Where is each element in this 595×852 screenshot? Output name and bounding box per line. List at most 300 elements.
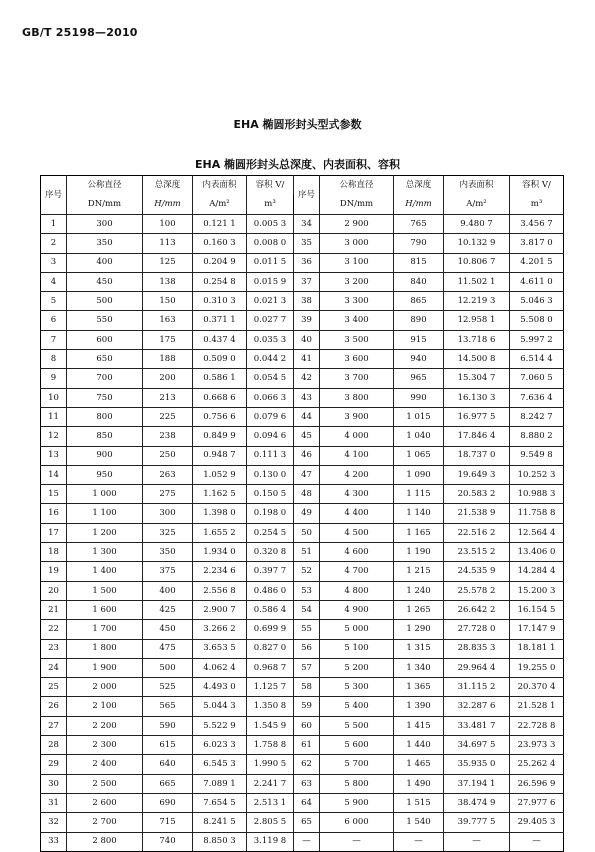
header-h-unit-left: H/mm [143, 195, 193, 215]
table-cell: 600 [67, 330, 143, 349]
parameter-table [40, 175, 564, 852]
table-cell: 1 400 [67, 562, 143, 581]
table-cell: 0.827 0 [247, 639, 294, 658]
table-cell: 34.697 5 [444, 736, 510, 755]
table-cell: 35 [294, 234, 320, 253]
table-cell: 4.611 0 [510, 272, 564, 291]
table-cell: 5.046 3 [510, 292, 564, 311]
table-row [41, 330, 564, 349]
table-cell: 0.027 7 [247, 311, 294, 330]
table-cell: 6.514 4 [510, 350, 564, 369]
table-cell: 25.578 2 [444, 581, 510, 600]
table-cell: 0.948 7 [193, 446, 247, 465]
table-cell: 300 [143, 504, 193, 523]
table-cell: 0.486 0 [247, 581, 294, 600]
table-row [41, 427, 564, 446]
table-cell: 1.052 9 [193, 465, 247, 484]
table-cell: 3.119 8 [247, 832, 294, 851]
table-cell: 14.284 4 [510, 562, 564, 581]
table-cell: 64 [294, 793, 320, 812]
table-cell: 1 900 [67, 658, 143, 677]
table-row [41, 215, 564, 234]
table-cell: 615 [143, 736, 193, 755]
table-cell: 0.130 0 [247, 465, 294, 484]
table-cell: 900 [67, 446, 143, 465]
table-cell: 3 500 [320, 330, 394, 349]
table-cell: 350 [143, 543, 193, 562]
table-cell: 39.777 5 [444, 813, 510, 832]
table-cell: 5 800 [320, 774, 394, 793]
table-cell: 21.528 1 [510, 697, 564, 716]
table-cell: 20.370 4 [510, 678, 564, 697]
table-body [41, 215, 564, 852]
table-cell: 41 [294, 350, 320, 369]
table-cell: 3 100 [320, 253, 394, 272]
table-cell: 33.481 7 [444, 716, 510, 735]
table-cell: 2 [41, 234, 67, 253]
table-cell: 3 200 [320, 272, 394, 291]
table-cell: 13.718 6 [444, 330, 510, 349]
table-cell: 0.121 1 [193, 215, 247, 234]
table-cell: 28 [41, 736, 67, 755]
table-cell: 2 900 [320, 215, 394, 234]
table-cell: 2 600 [67, 793, 143, 812]
header-dn-left: 公称直径 [67, 176, 143, 196]
table-cell: 18.737 0 [444, 446, 510, 465]
table-cell: 63 [294, 774, 320, 793]
table-cell: 5 400 [320, 697, 394, 716]
table-cell: 22.516 2 [444, 523, 510, 542]
table-row [41, 272, 564, 291]
table-cell: 4 500 [320, 523, 394, 542]
table-cell: 19.649 3 [444, 465, 510, 484]
table-cell: 1.125 7 [247, 678, 294, 697]
table-cell: 2 200 [67, 716, 143, 735]
table-cell: 2 100 [67, 697, 143, 716]
table-cell: 815 [394, 253, 444, 272]
table-cell: 12.564 4 [510, 523, 564, 542]
table-cell: 5 [41, 292, 67, 311]
table-cell: 33 [41, 832, 67, 851]
table-cell: 24.535 9 [444, 562, 510, 581]
table-cell: 46 [294, 446, 320, 465]
table-cell: 0.320 8 [247, 543, 294, 562]
table-cell: 19 [41, 562, 67, 581]
table-cell: 2.513 1 [247, 793, 294, 812]
table-cell: — [320, 832, 394, 851]
table-cell: 14 [41, 465, 67, 484]
header-h-right: 总深度 [394, 176, 444, 196]
table-cell: 1 700 [67, 620, 143, 639]
table-row [41, 350, 564, 369]
table-cell: 1.162 5 [193, 485, 247, 504]
table-cell: 1 200 [67, 523, 143, 542]
table-cell: 0.371 1 [193, 311, 247, 330]
table-cell: 37.194 1 [444, 774, 510, 793]
table-cell: 238 [143, 427, 193, 446]
table-cell: 1 390 [394, 697, 444, 716]
table-cell: 17.147 9 [510, 620, 564, 639]
table-cell: 8.850 3 [193, 832, 247, 851]
table-cell: 26.596 9 [510, 774, 564, 793]
table-cell: 18.181 1 [510, 639, 564, 658]
table-cell: 26.642 2 [444, 600, 510, 619]
table-cell: 5.997 2 [510, 330, 564, 349]
table-cell: 9 [41, 369, 67, 388]
table-cell: 965 [394, 369, 444, 388]
table-cell: 0.668 6 [193, 388, 247, 407]
table-row [41, 600, 564, 619]
table-cell: 1 800 [67, 639, 143, 658]
header-dn-unit-left: DN/mm [67, 195, 143, 215]
header-seq-right: 序号 [294, 176, 320, 215]
table-cell: 525 [143, 678, 193, 697]
table-cell: 9.480 7 [444, 215, 510, 234]
table-cell: 1 240 [394, 581, 444, 600]
table-cell: 11.502 1 [444, 272, 510, 291]
table-cell: 3 800 [320, 388, 394, 407]
table-cell: 1 500 [67, 581, 143, 600]
table-cell: 10.132 9 [444, 234, 510, 253]
table-cell: 61 [294, 736, 320, 755]
table-cell: 640 [143, 755, 193, 774]
table-cell: 5 300 [320, 678, 394, 697]
table-cell: 0.198 0 [247, 504, 294, 523]
table-cell: 665 [143, 774, 193, 793]
table-cell: 11 [41, 407, 67, 426]
table-cell: 213 [143, 388, 193, 407]
table-cell: 13.406 0 [510, 543, 564, 562]
table-cell: 450 [67, 272, 143, 291]
table-cell: 15 [41, 485, 67, 504]
table-cell: — [294, 832, 320, 851]
table-cell: 26 [41, 697, 67, 716]
table-cell: 9.549 8 [510, 446, 564, 465]
table-cell: 750 [67, 388, 143, 407]
table-cell: 7.089 1 [193, 774, 247, 793]
table-cell: 55 [294, 620, 320, 639]
table-cell: 1 100 [67, 504, 143, 523]
table-cell: 22.728 8 [510, 716, 564, 735]
table-cell: 4 000 [320, 427, 394, 446]
table-cell: 12.219 3 [444, 292, 510, 311]
table-row [41, 678, 564, 697]
table-cell: 8.880 2 [510, 427, 564, 446]
table-cell: 45 [294, 427, 320, 446]
table-cell: 32 [41, 813, 67, 832]
table-row [41, 639, 564, 658]
header-v-right: 容积 V/ [510, 176, 564, 196]
table-cell: 450 [143, 620, 193, 639]
table-cell: 225 [143, 407, 193, 426]
table-cell: 0.699 9 [247, 620, 294, 639]
table-cell: 40 [294, 330, 320, 349]
table-cell: 0.008 0 [247, 234, 294, 253]
table-cell: 60 [294, 716, 320, 735]
table-cell: 3.456 7 [510, 215, 564, 234]
table-cell: 37 [294, 272, 320, 291]
table-cell: 2 700 [67, 813, 143, 832]
header-h-left: 总深度 [143, 176, 193, 196]
table-cell: 5.522 9 [193, 716, 247, 735]
table-row [41, 504, 564, 523]
table-cell: 65 [294, 813, 320, 832]
table-cell: 5 000 [320, 620, 394, 639]
section-title: EHA 椭圆形封头型式参数 [233, 118, 362, 131]
table-cell: 1 165 [394, 523, 444, 542]
table-cell: 100 [143, 215, 193, 234]
table-cell: 500 [67, 292, 143, 311]
table-cell: 8.241 5 [193, 813, 247, 832]
table-cell: 27.977 6 [510, 793, 564, 812]
table-cell: 800 [67, 407, 143, 426]
table-cell: 0.054 5 [247, 369, 294, 388]
table-cell: 740 [143, 832, 193, 851]
table-cell: 6.545 3 [193, 755, 247, 774]
table-row [41, 736, 564, 755]
table-cell: 590 [143, 716, 193, 735]
table-cell: 1 090 [394, 465, 444, 484]
header-a-unit-left: A/m² [193, 195, 247, 215]
table-cell: 4.062 4 [193, 658, 247, 677]
table-cell: 2 000 [67, 678, 143, 697]
table-cell: — [510, 832, 564, 851]
table-cell: 21 [41, 600, 67, 619]
table-row [41, 697, 564, 716]
table-cell: 42 [294, 369, 320, 388]
table-cell: 425 [143, 600, 193, 619]
table-caption: EHA 椭圆形封头总深度、内表面积、容积 [194, 158, 401, 171]
table-cell: 0.044 2 [247, 350, 294, 369]
table-cell: 56 [294, 639, 320, 658]
table-cell: 1.350 8 [247, 697, 294, 716]
header-a-unit-right: A/m² [444, 195, 510, 215]
table-cell: 1 015 [394, 407, 444, 426]
table-cell: 3 600 [320, 350, 394, 369]
table-cell: 5 900 [320, 793, 394, 812]
table-cell: 2 300 [67, 736, 143, 755]
table-cell: 17 [41, 523, 67, 542]
table-cell: 35.935 0 [444, 755, 510, 774]
table-row [41, 465, 564, 484]
table-cell: 58 [294, 678, 320, 697]
table-cell: 5.508 0 [510, 311, 564, 330]
table-row [41, 716, 564, 735]
table-cell: 375 [143, 562, 193, 581]
table-cell: 138 [143, 272, 193, 291]
table-cell: 1 515 [394, 793, 444, 812]
table-cell: 50 [294, 523, 320, 542]
table-cell: 54 [294, 600, 320, 619]
table-cell: 0.586 1 [193, 369, 247, 388]
header-seq-left: 序号 [41, 176, 67, 215]
table-cell: 950 [67, 465, 143, 484]
table-cell: 22 [41, 620, 67, 639]
header-a-right: 内表面积 [444, 176, 510, 196]
table-cell: 700 [67, 369, 143, 388]
table-cell: 1 [41, 215, 67, 234]
table-cell: 1 065 [394, 446, 444, 465]
table-cell: 19.255 0 [510, 658, 564, 677]
table-cell: 263 [143, 465, 193, 484]
table-cell: 475 [143, 639, 193, 658]
table-cell: 0.160 3 [193, 234, 247, 253]
table-cell: 0.204 9 [193, 253, 247, 272]
table-cell: 39 [294, 311, 320, 330]
header-v-left: 容积 V/ [247, 176, 294, 196]
table-cell: 1.655 2 [193, 523, 247, 542]
table-cell: 15.304 7 [444, 369, 510, 388]
table-cell: 1 600 [67, 600, 143, 619]
table-cell: 3 700 [320, 369, 394, 388]
table-cell: 44 [294, 407, 320, 426]
table-cell: 0.397 7 [247, 562, 294, 581]
table-cell: 51 [294, 543, 320, 562]
table-cell: 6 [41, 311, 67, 330]
table-cell: 16 [41, 504, 67, 523]
table-cell: 275 [143, 485, 193, 504]
table-row [41, 523, 564, 542]
table-cell: 8.242 7 [510, 407, 564, 426]
table-cell: 790 [394, 234, 444, 253]
table-cell: 890 [394, 311, 444, 330]
table-row [41, 581, 564, 600]
table-cell: 47 [294, 465, 320, 484]
table-cell: 2.556 8 [193, 581, 247, 600]
table-cell: 49 [294, 504, 320, 523]
table-cell: 1 190 [394, 543, 444, 562]
table-cell: 5.044 3 [193, 697, 247, 716]
table-cell: 48 [294, 485, 320, 504]
table-cell: 23 [41, 639, 67, 658]
table-cell: 0.111 3 [247, 446, 294, 465]
table-cell: 1.758 8 [247, 736, 294, 755]
table-cell: 10.988 3 [510, 485, 564, 504]
table-cell: 3.653 5 [193, 639, 247, 658]
table-row [41, 234, 564, 253]
table-cell: 10.806 7 [444, 253, 510, 272]
table-cell: 1 290 [394, 620, 444, 639]
table-row [41, 311, 564, 330]
table-row [41, 658, 564, 677]
table-row [41, 793, 564, 812]
table-cell: 1.545 9 [247, 716, 294, 735]
table-row [41, 485, 564, 504]
table-cell: 1 490 [394, 774, 444, 793]
table-cell: 188 [143, 350, 193, 369]
table-cell: 52 [294, 562, 320, 581]
table-cell: 550 [67, 311, 143, 330]
table-cell: 5 200 [320, 658, 394, 677]
table-cell: 2.241 7 [247, 774, 294, 793]
table-cell: 1 115 [394, 485, 444, 504]
table-cell: 62 [294, 755, 320, 774]
table-cell: 16.154 5 [510, 600, 564, 619]
table-cell: 1 465 [394, 755, 444, 774]
table-cell: 915 [394, 330, 444, 349]
table-cell: 38.474 9 [444, 793, 510, 812]
table-cell: 3.817 0 [510, 234, 564, 253]
table-cell: 8 [41, 350, 67, 369]
table-cell: 0.968 7 [247, 658, 294, 677]
table-cell: 0.254 5 [247, 523, 294, 542]
table-cell: 5 500 [320, 716, 394, 735]
table-cell: 850 [67, 427, 143, 446]
table-cell: 0.094 6 [247, 427, 294, 446]
table-cell: 4.493 0 [193, 678, 247, 697]
table-cell: 1 265 [394, 600, 444, 619]
table-cell: 1 215 [394, 562, 444, 581]
table-cell: 2.805 5 [247, 813, 294, 832]
header-dn-right: 公称直径 [320, 176, 394, 196]
table-cell: 13 [41, 446, 67, 465]
table-cell: 1 340 [394, 658, 444, 677]
table-cell: 113 [143, 234, 193, 253]
table-cell: 1 440 [394, 736, 444, 755]
table-cell: 7.060 5 [510, 369, 564, 388]
table-cell: 3 900 [320, 407, 394, 426]
table-cell: 4 [41, 272, 67, 291]
table-cell: 765 [394, 215, 444, 234]
table-cell: 250 [143, 446, 193, 465]
table-cell: 4 600 [320, 543, 394, 562]
table-cell: 3.266 2 [193, 620, 247, 639]
table-cell: 4 100 [320, 446, 394, 465]
table-cell: 1 000 [67, 485, 143, 504]
table-cell: 715 [143, 813, 193, 832]
table-cell: 27 [41, 716, 67, 735]
table-row [41, 369, 564, 388]
table-cell: 2 800 [67, 832, 143, 851]
table-cell: 0.035 3 [247, 330, 294, 349]
table-cell: 29.405 3 [510, 813, 564, 832]
table-cell: 10 [41, 388, 67, 407]
table-cell: 6.023 3 [193, 736, 247, 755]
table-cell: 2.900 7 [193, 600, 247, 619]
table-row [41, 292, 564, 311]
table-row [41, 562, 564, 581]
table-cell: 0.015 9 [247, 272, 294, 291]
table-cell: 7 [41, 330, 67, 349]
table-cell: 15.200 3 [510, 581, 564, 600]
table-cell: 7.636 4 [510, 388, 564, 407]
table-cell: 0.021 3 [247, 292, 294, 311]
table-cell: 1 365 [394, 678, 444, 697]
table-cell: 12.958 1 [444, 311, 510, 330]
table-row [41, 253, 564, 272]
header-h-unit-right: H/mm [394, 195, 444, 215]
table-cell: 14.500 8 [444, 350, 510, 369]
table-row [41, 388, 564, 407]
table-row [41, 620, 564, 639]
table-cell: 0.586 4 [247, 600, 294, 619]
table-cell: 16.977 5 [444, 407, 510, 426]
table-cell: 20.583 2 [444, 485, 510, 504]
table-cell: 5 700 [320, 755, 394, 774]
standard-number: GB/T 25198—2010 [22, 26, 138, 39]
header-row-1 [41, 176, 564, 196]
table-cell: 21.538 9 [444, 504, 510, 523]
table-cell: 1 300 [67, 543, 143, 562]
table-cell: 18 [41, 543, 67, 562]
table-cell: 38 [294, 292, 320, 311]
table-cell: 17.846 4 [444, 427, 510, 446]
table-cell: 4 900 [320, 600, 394, 619]
table-cell: 1 540 [394, 813, 444, 832]
table-cell: 1.398 0 [193, 504, 247, 523]
table-cell: — [444, 832, 510, 851]
table-cell: 25.262 4 [510, 755, 564, 774]
